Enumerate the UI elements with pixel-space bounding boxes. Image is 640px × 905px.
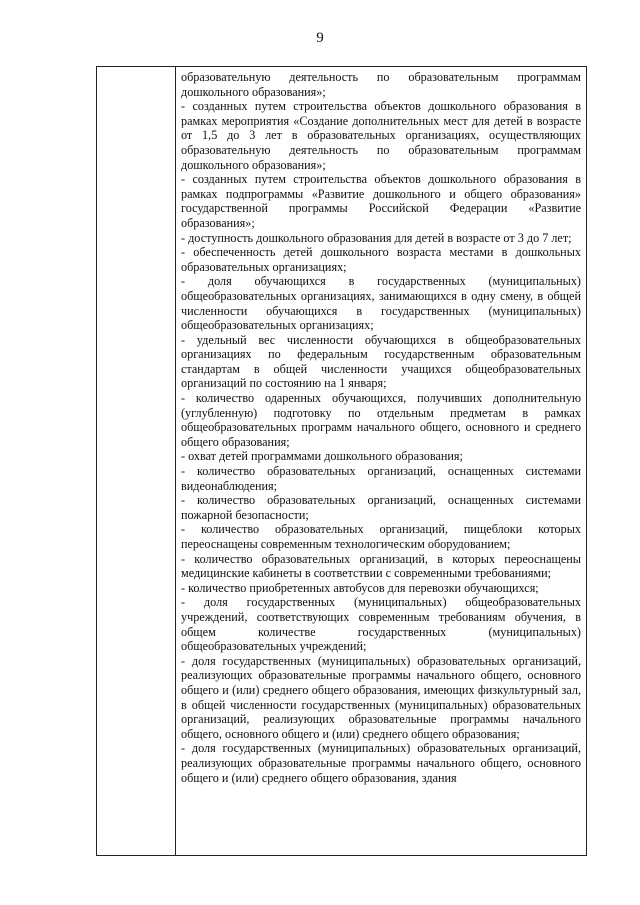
indicator-paragraph: - удельный вес численности обучающихся в общеобразовательных организациях по федеральным государственным образовательным стандартам в общей численности учащихся общеобразовательных организаций по состоянию на 1 января;: [181, 332, 581, 391]
document-table: [96, 66, 587, 856]
indicator-paragraph: образовательную деятельность по образовательным программам дошкольного образования»;: [181, 70, 581, 99]
indicator-paragraph: - созданных путем строительства объектов дошкольного образования в рамках подпрограммы «Развитие дошкольного и общего образования» государственной программы Российской Федерации «Развитие образования»;: [181, 172, 581, 230]
indicator-paragraph: - созданных путем строительства объектов дошкольного образования в рамках мероприятия «Создание дополнительных мест для детей в возрасте от 1,5 до 3 лет в образовательных организациях, осуществляющих образовательную деятельность по образовательным программам дошкольного образования»;: [181, 99, 581, 172]
indicator-paragraph: - количество образовательных организаций, оснащенных системами пожарной безопасности;: [181, 493, 581, 522]
column-divider: [175, 67, 176, 855]
indicator-paragraph: - количество приобретенных автобусов для перевозки обучающихся;: [181, 580, 539, 595]
indicator-paragraph: - количество одаренных обучающихся, получивших дополнительную (углубленную) подготовку по отдельным предметам в рамках общеобразовательных программ начального общего, основного и среднего общего образования;: [181, 391, 581, 449]
indicator-paragraph: - доступность дошкольного образования для детей в возрасте от 3 до 7 лет;: [181, 230, 572, 245]
indicators-text-cell: [181, 70, 581, 785]
page-number: 9: [316, 30, 324, 46]
indicator-paragraph: - количество образовательных организаций, оснащенных системами видеонаблюдения;: [181, 464, 581, 493]
indicator-paragraph: - доля государственных (муниципальных) общеобразовательных учреждений, соответствующих современным требованиям обучения, в общем количестве государственных (муниципальных) общеобразовательных учреждений;: [181, 595, 581, 654]
indicator-paragraph: - доля государственных (муниципальных) образовательных организаций, реализующих образовательные программы начального общего, основного общего и (или) среднего общего образования, здания: [181, 741, 581, 785]
indicator-paragraph: - охват детей программами дошкольного образования;: [181, 449, 463, 464]
indicator-paragraph: - обеспеченность детей дошкольного возраста местами в дошкольных образовательных организациях;: [181, 245, 581, 274]
indicator-paragraph: - доля обучающихся в государственных (муниципальных) общеобразовательных организациях, занимающихся в одну смену, в общей численности обучающихся в государственных (муниципальных) общеобразовательных организациях;: [181, 274, 581, 333]
indicator-paragraph: - количество образовательных организаций, пищеблоки которых переоснащены современным технологическим оборудованием;: [181, 522, 581, 551]
indicator-paragraph: - количество образовательных организаций, в которых переоснащены медицинские кабинеты в соответствии с современными требованиями;: [181, 551, 581, 581]
indicator-paragraph: - доля государственных (муниципальных) образовательных организаций, реализующих образовательные программы начального общего, основного общего и (или) среднего общего образования, имеющих физкультурный зал, в общей численности государственных (муниципальных) образовательных организаций, реализующих образовательные программы начального общего, основного общего и (или) среднего общего образования;: [181, 653, 581, 741]
